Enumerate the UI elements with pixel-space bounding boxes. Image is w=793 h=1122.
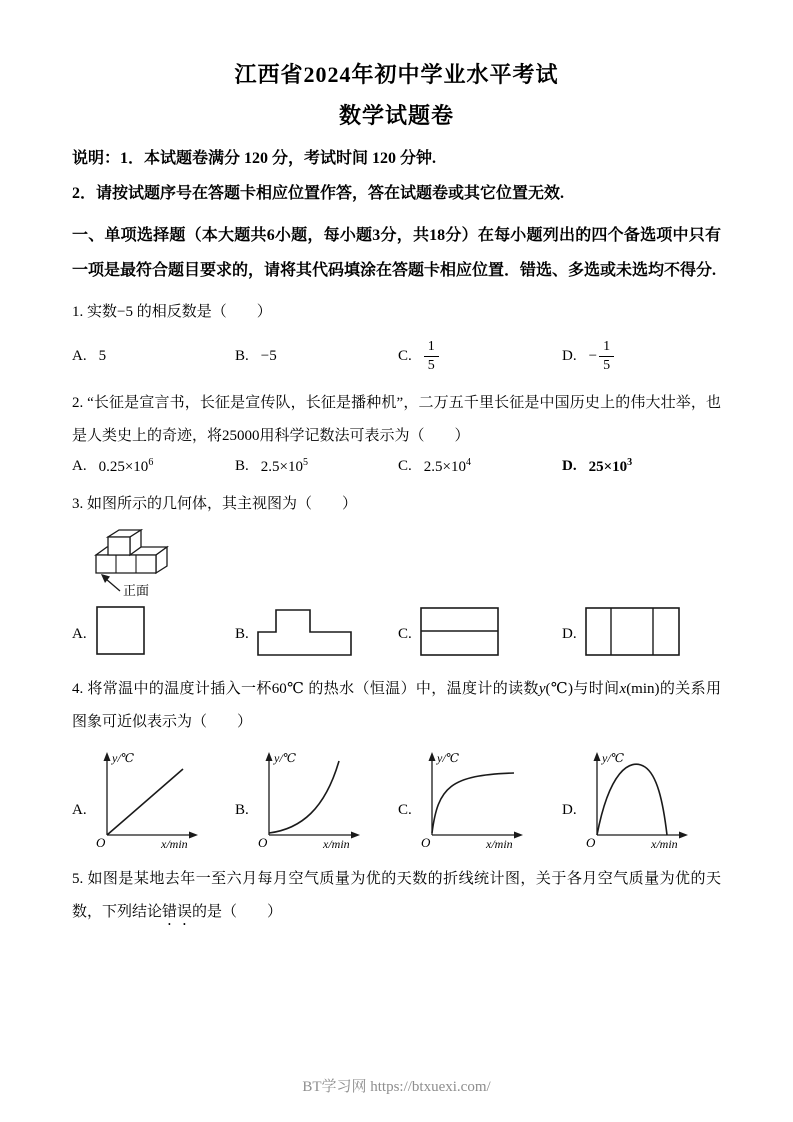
option-value xyxy=(99,457,154,476)
option-label: A. xyxy=(72,626,87,642)
option-exponent: 5 xyxy=(302,457,308,468)
option-label: A. xyxy=(72,802,87,818)
q3-option-a xyxy=(72,605,235,657)
front-face-label: 正面 xyxy=(123,583,150,598)
q2-option-a xyxy=(72,457,235,476)
option-label: C. xyxy=(398,802,412,818)
option-label: B. xyxy=(235,626,249,642)
option-label: D. xyxy=(562,347,577,364)
fraction-sign: − xyxy=(588,347,598,364)
q3-solid-figure xyxy=(90,525,721,599)
option-label: B. xyxy=(235,802,249,818)
option-label: C. xyxy=(398,347,412,364)
option-label: C. xyxy=(398,626,412,642)
x-axis-label: x/min xyxy=(160,837,188,851)
q2-option-c xyxy=(398,457,562,476)
rise-then-fall-graph xyxy=(581,747,699,853)
option-label: D. xyxy=(562,626,577,642)
origin-label: O xyxy=(420,835,431,850)
option-label: B. xyxy=(235,347,249,364)
q3-option-c xyxy=(398,607,562,657)
front-view-step-shape xyxy=(257,609,353,657)
option-value: 5 xyxy=(98,347,107,364)
instruction-line-1: 说明：1．本试题卷满分 120 分，考试时间 120 分钟. xyxy=(72,150,437,167)
q1-option-b xyxy=(235,348,398,365)
stem-text: 的关系用图象可近似表示为（ ） xyxy=(72,681,721,730)
variable-y: y xyxy=(538,681,546,697)
question-4 xyxy=(72,673,721,853)
q2-option-b xyxy=(235,457,398,476)
question-5 xyxy=(72,863,721,929)
option-value xyxy=(424,457,471,476)
footer-watermark: BT学习网 https://btxuexi.com/ xyxy=(302,1079,491,1095)
geometric-solid-figure xyxy=(90,525,210,599)
front-view-two-row-rectangle-shape xyxy=(420,607,500,657)
q4-option-d xyxy=(562,747,721,853)
stem-text: 的是（ ） xyxy=(192,904,283,920)
option-label: B. xyxy=(235,458,249,474)
option-value xyxy=(261,457,308,476)
stem-text: 与时间 xyxy=(573,681,620,697)
option-label: A. xyxy=(72,347,87,364)
emphasized-word: 错误 xyxy=(162,904,193,920)
question-3-stem: 3. 如图所示的几何体，其主视图为（ ） xyxy=(72,496,358,512)
option-label: C. xyxy=(398,458,412,474)
q1-option-a xyxy=(72,348,235,365)
option-base: 2.5×10 xyxy=(260,459,303,475)
question-4-stem xyxy=(72,673,721,739)
front-direction-arrow xyxy=(101,574,120,591)
exponential-growth-graph xyxy=(253,747,371,853)
question-1-stem: 1. 实数−5 的相反数是（ ） xyxy=(72,304,272,320)
origin-label: O xyxy=(257,835,268,850)
option-label: A. xyxy=(72,458,87,474)
origin-label: O xyxy=(585,835,595,850)
question-3-options xyxy=(72,605,721,657)
question-5-stem xyxy=(72,863,721,929)
section-one-heading: 一、单项选择题（本大题共6小题，每小题3分，共18分）在每小题列出的四个备选项中只有一项是最符合题目要求的，请将其代码填涂在答题卡相应位置．错选、多选或未选均不得分. xyxy=(72,227,721,279)
q2-option-d xyxy=(562,457,721,476)
fraction xyxy=(599,339,614,373)
option-exponent: 3 xyxy=(627,457,633,468)
unit-celsius: (℃) xyxy=(545,681,574,697)
question-2-stem: 2. “长征是宣言书，长征是宣传队，长征是播种机”，二万五千里长征是中国历史上的伟大壮举，也是人类史上的奇迹，将25000用科学记数法可表示为（ ） xyxy=(72,395,721,444)
option-label: D. xyxy=(562,458,577,474)
option-value xyxy=(589,457,633,476)
x-axis-label: x/min xyxy=(322,837,350,851)
q1-option-d xyxy=(562,339,721,373)
fraction-numerator: 1 xyxy=(424,339,439,356)
rise-then-plateau-graph xyxy=(416,747,534,853)
option-exponent: 4 xyxy=(465,457,471,468)
y-axis-label: y/℃ xyxy=(436,751,459,765)
y-axis-label: y/℃ xyxy=(601,751,624,765)
front-view-three-column-rectangle-shape xyxy=(585,607,681,657)
question-1 xyxy=(72,296,721,379)
question-2 xyxy=(72,387,721,476)
question-1-options xyxy=(72,333,721,379)
q4-option-a xyxy=(72,747,235,853)
question-4-options xyxy=(72,747,721,853)
option-value: −5 xyxy=(260,347,277,364)
linear-graph xyxy=(91,747,209,853)
front-view-square-shape xyxy=(95,605,147,657)
stem-text: 5. 如图是某地去年一至六月每月空气质量为优的天数的折线统计图，关于各月空气质量为优的天数，下列结论 xyxy=(72,871,721,920)
q1-option-c xyxy=(398,339,562,373)
variable-x: x xyxy=(619,681,627,697)
option-base: 0.25×10 xyxy=(98,459,149,475)
fraction-denominator: 5 xyxy=(427,357,435,373)
option-base: 2.5×10 xyxy=(423,459,466,475)
stem-text: 4. 将常温中的温度计插入一杯60℃ 的热水（恒温）中，温度计的读数 xyxy=(72,681,539,697)
q4-option-c xyxy=(398,747,562,853)
option-exponent: 6 xyxy=(148,457,154,468)
q3-option-d xyxy=(562,607,721,657)
x-axis-label: x/min xyxy=(650,837,678,851)
fraction xyxy=(424,339,439,373)
fraction-numerator: 1 xyxy=(599,339,614,356)
option-label: D. xyxy=(562,802,577,818)
unit-minutes: (min) xyxy=(626,681,660,697)
exam-title: 江西省2024年初中学业水平考试 xyxy=(234,62,559,87)
origin-label: O xyxy=(95,835,105,850)
option-base: 25×10 xyxy=(588,459,628,475)
q4-option-b xyxy=(235,747,398,853)
y-axis-label: y/℃ xyxy=(273,751,296,765)
x-axis-label: x/min xyxy=(485,837,513,851)
question-3 xyxy=(72,488,721,657)
q3-option-b xyxy=(235,609,398,657)
question-2-options xyxy=(72,457,721,476)
fraction-denominator: 5 xyxy=(603,357,611,373)
exam-subtitle: 数学试题卷 xyxy=(338,103,454,128)
y-axis-label: y/℃ xyxy=(111,751,134,765)
instruction-line-2: 2．请按试题序号在答题卡相应位置作答，答在试题卷或其它位置无效. xyxy=(72,185,565,202)
